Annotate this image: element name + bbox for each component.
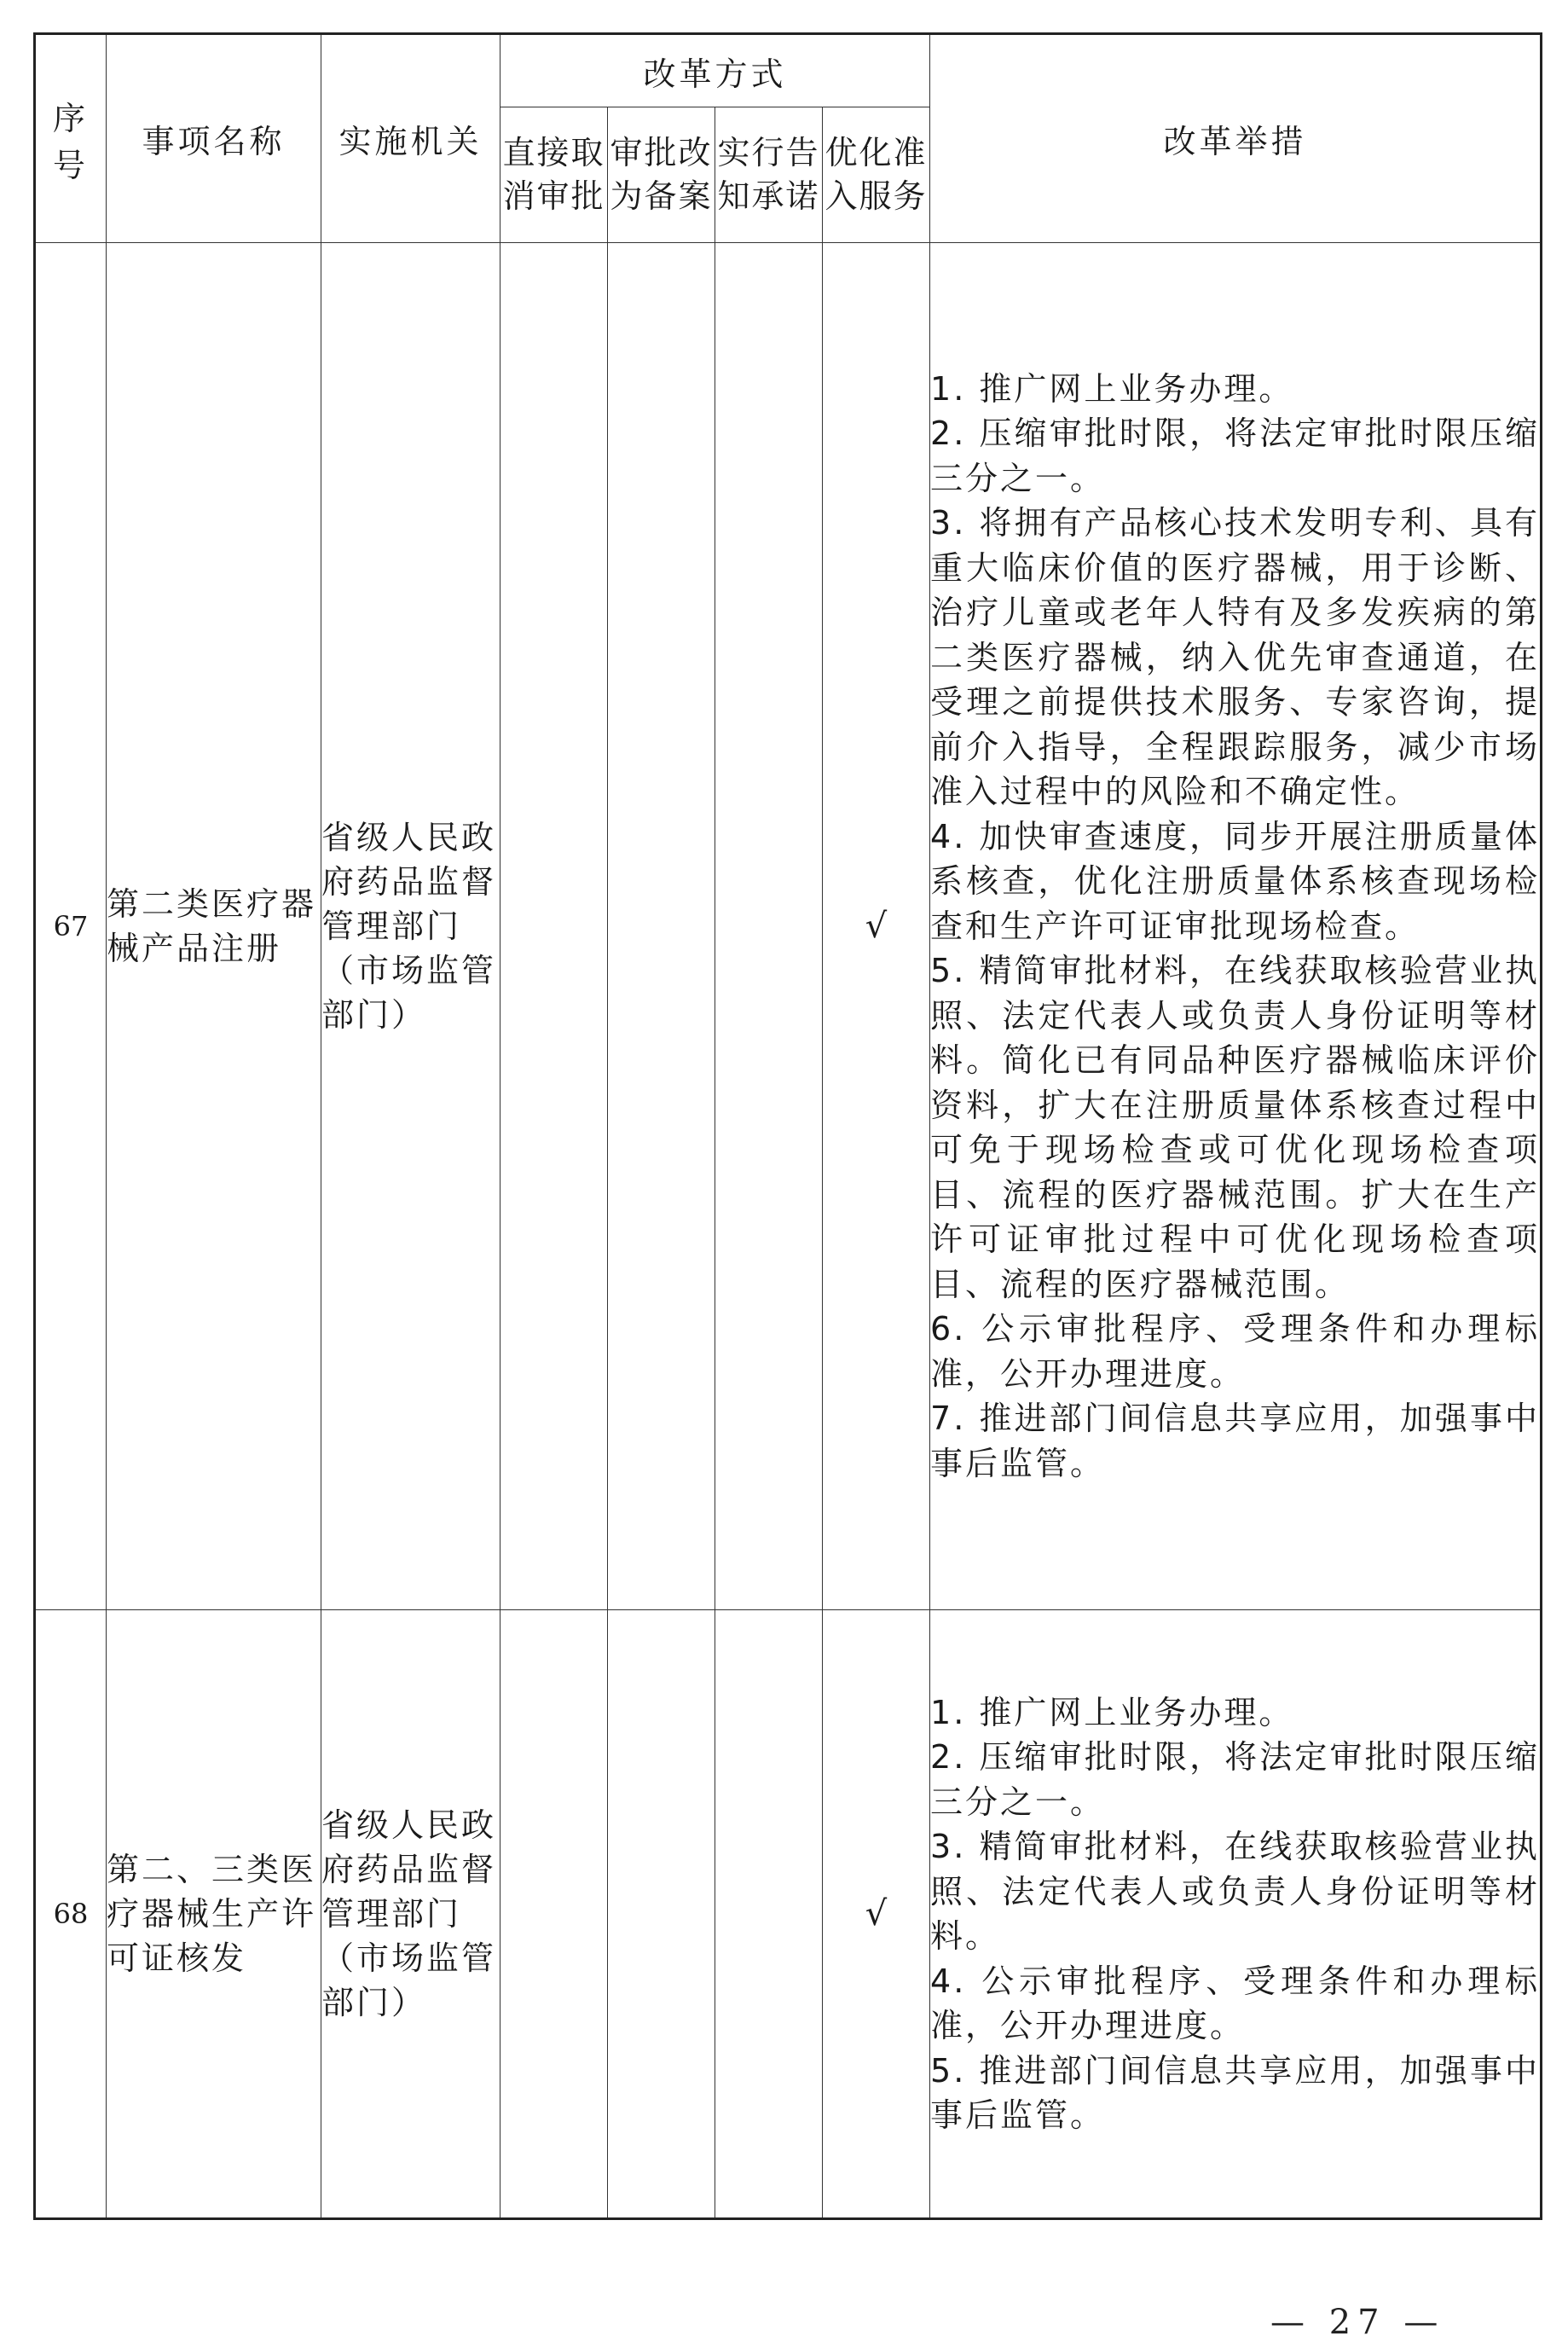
page-number: — 27 — bbox=[1270, 2303, 1445, 2342]
header-reform-mode: 改革方式 bbox=[500, 34, 930, 107]
measure-item: 3. 将拥有产品核心技术发明专利、具有重大临床价值的医疗器械，用于诊断、治疗儿童或老年人特有及多发疾病的第二类医疗器械，纳入优先审查通道，在受理之前提供技术服务、专家咨询，提前介入指导，全程跟踪服务，减少市场准入过程中的风险和不确定性。 bbox=[930, 504, 1541, 811]
row-seq: 68 bbox=[35, 1610, 107, 2219]
header-mode-filing: 审批改为备案 bbox=[608, 107, 715, 243]
measure-item: 2. 压缩审批时限，将法定审批时限压缩三分之一。 bbox=[930, 414, 1541, 497]
measure-item: 1. 推广网上业务办理。 bbox=[930, 1693, 1294, 1731]
check-filing bbox=[608, 1610, 715, 2219]
check-cancel bbox=[500, 1610, 608, 2219]
check-cancel bbox=[500, 243, 608, 1610]
row-agency: 省级人民政府药品监督管理部门（市场监管部门） bbox=[321, 243, 500, 1610]
row-agency: 省级人民政府药品监督管理部门（市场监管部门） bbox=[321, 1610, 500, 2219]
measure-item: 4. 公示审批程序、受理条件和办理标准，公开办理进度。 bbox=[930, 1962, 1541, 2044]
measure-item: 5. 推进部门间信息共享应用，加强事中事后监管。 bbox=[930, 2051, 1541, 2134]
table-row bbox=[35, 243, 1542, 1610]
table-row bbox=[35, 1610, 1542, 2219]
measure-item: 6. 公示审批程序、受理条件和办理标准，公开办理进度。 bbox=[930, 1310, 1541, 1393]
check-optimize: √ bbox=[823, 1610, 930, 2219]
measure-item: 7. 推进部门间信息共享应用，加强事中事后监管。 bbox=[930, 1400, 1541, 1482]
header-mode-notify: 实行告知承诺 bbox=[715, 107, 823, 243]
table-header bbox=[35, 34, 1542, 243]
check-filing bbox=[608, 243, 715, 1610]
header-item-name: 事项名称 bbox=[107, 34, 321, 243]
measure-item: 4. 加快审查速度，同步开展注册质量体系核查，优化注册质量体系核查现场检查和生产许可证审批现场检查。 bbox=[930, 817, 1541, 945]
header-mode-optimize: 优化准入服务 bbox=[823, 107, 930, 243]
header-seq: 序号 bbox=[35, 34, 107, 243]
check-notify bbox=[715, 1610, 823, 2219]
check-optimize: √ bbox=[823, 243, 930, 1610]
reform-table bbox=[33, 32, 1542, 2220]
header-measures: 改革举措 bbox=[930, 34, 1542, 243]
measure-item: 1. 推广网上业务办理。 bbox=[930, 369, 1294, 408]
row-measures bbox=[930, 243, 1542, 1610]
row-item-name: 第二类医疗器械产品注册 bbox=[107, 243, 321, 1610]
check-notify bbox=[715, 243, 823, 1610]
header-agency: 实施机关 bbox=[321, 34, 500, 243]
header-mode-cancel: 直接取消审批 bbox=[500, 107, 608, 243]
measure-item: 5. 精简审批材料，在线获取核验营业执照、法定代表人或负责人身份证明等材料。简化已有同品种医疗器械临床评价资料，扩大在注册质量体系核查过程中可免于现场检查或可优化现场检查项目、流程的医疗器械范围。扩大在生产许可证审批过程中可优化现场检查项目、流程的医疗器械范围。 bbox=[930, 952, 1541, 1303]
measure-item: 3. 精简审批材料，在线获取核验营业执照、法定代表人或负责人身份证明等材料。 bbox=[930, 1828, 1541, 1955]
row-seq: 67 bbox=[35, 243, 107, 1610]
row-item-name: 第二、三类医疗器械生产许可证核发 bbox=[107, 1610, 321, 2219]
row-measures bbox=[930, 1610, 1542, 2219]
measure-item: 2. 压缩审批时限，将法定审批时限压缩三分之一。 bbox=[930, 1738, 1541, 1821]
